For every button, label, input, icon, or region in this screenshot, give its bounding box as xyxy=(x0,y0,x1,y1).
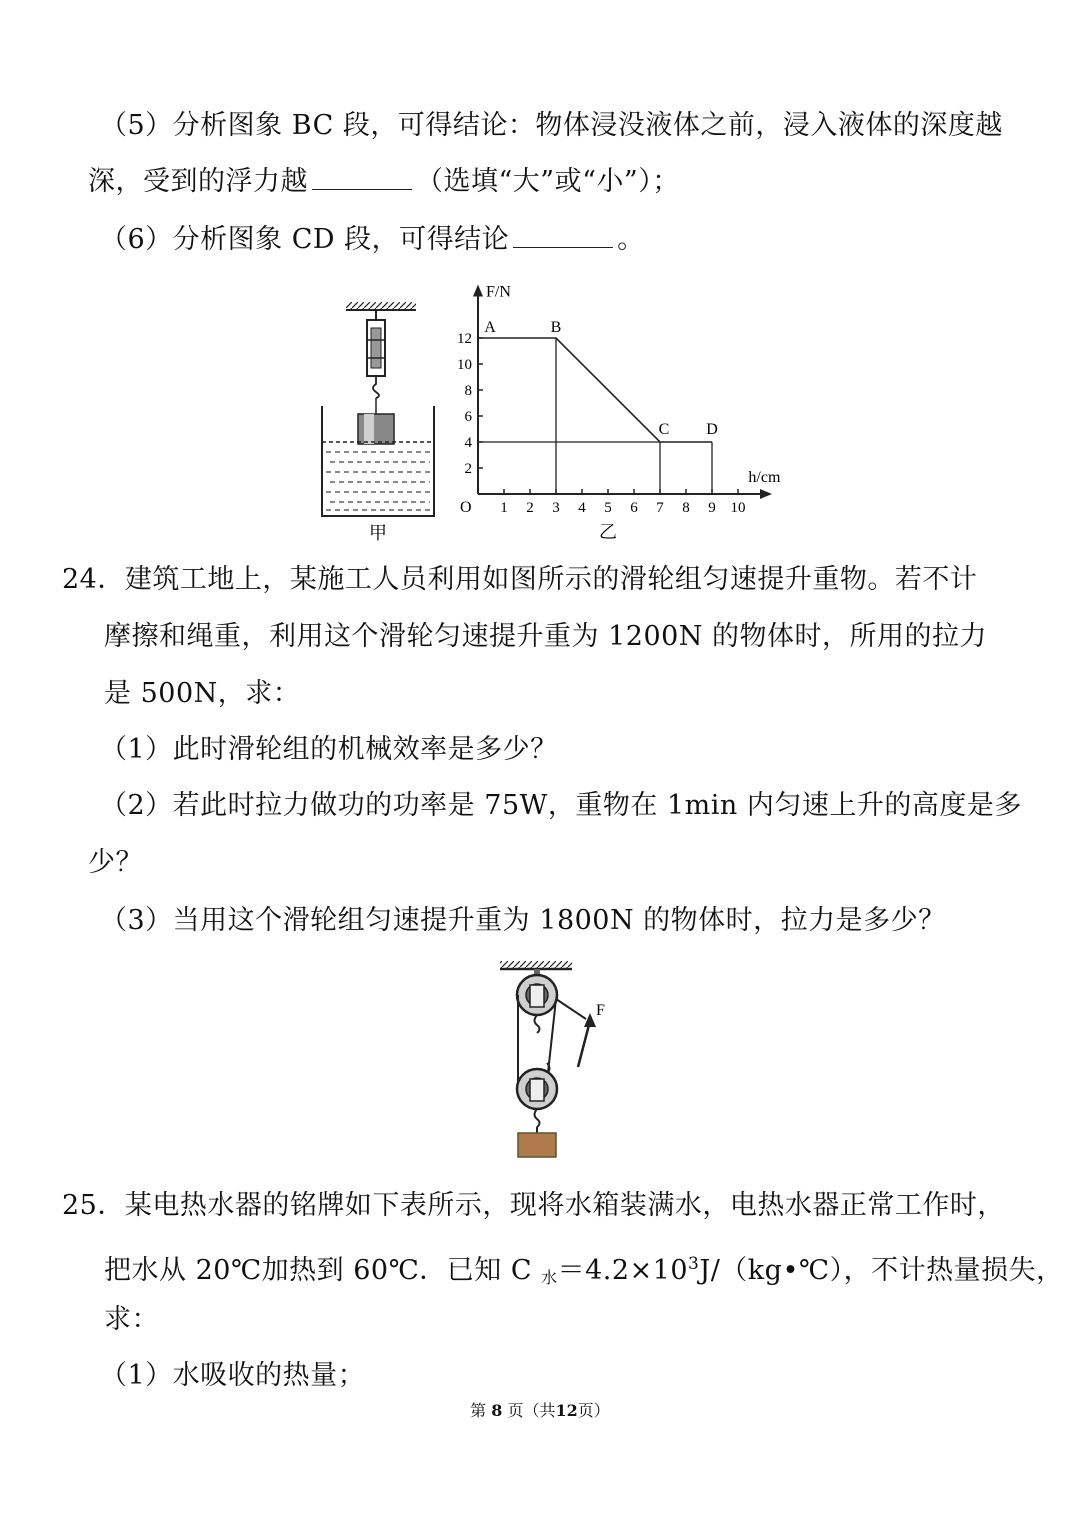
q25-line2-text-c: J/（kg•℃），不计热量损失， xyxy=(699,1255,1064,1286)
point-label-d: D xyxy=(706,421,718,438)
footer-prefix: 第 xyxy=(470,1401,487,1420)
figure-yi-label: 乙 xyxy=(599,522,617,542)
pulley-system-figure xyxy=(490,955,630,1165)
metal-block xyxy=(358,414,394,444)
point-label-b: B xyxy=(550,319,562,336)
q25-sub1: （1）水吸收的热量； xyxy=(100,1360,366,1391)
page-number: 8 xyxy=(491,1401,503,1420)
q23-part6-text-a: （6）分析图象 CD 段，可得结论 xyxy=(100,224,510,255)
exponent: 3 xyxy=(688,1254,700,1274)
footer-mid: 页（共 xyxy=(507,1401,556,1420)
q25-line2 xyxy=(104,1246,1064,1292)
page-footer xyxy=(0,1398,1080,1421)
x-tick-label: 3 xyxy=(552,500,560,516)
q25-line2-text-a: 把水从 20℃加热到 60℃．已知 C xyxy=(104,1255,542,1286)
x-axis-arrow xyxy=(760,489,772,499)
x-tick-label: 9 xyxy=(708,500,716,516)
force-curve xyxy=(478,338,712,442)
liquid xyxy=(326,452,430,510)
q24-sub2-line1: （2）若此时拉力做功的功率是 75W，重物在 1min 内匀速上升的高度是多 xyxy=(100,790,1022,821)
x-tick-label: 6 xyxy=(630,500,638,516)
force-arrow-icon xyxy=(584,1013,596,1027)
x-tick-label: 5 xyxy=(604,500,612,516)
q24-sub2-line2: 少？ xyxy=(88,847,143,878)
q23-part5-line2 xyxy=(88,164,680,200)
point-label-a: A xyxy=(484,319,496,336)
chart-ylabel: F/N xyxy=(486,283,511,301)
q25-line1: 25．某电热水器的铭牌如下表所示，现将水箱装满水，电热水器正常工作时， xyxy=(62,1190,1005,1221)
y-tick-label: 6 xyxy=(464,409,472,425)
answer-blank-5[interactable] xyxy=(312,167,412,190)
total-pages: 12 xyxy=(555,1401,578,1420)
q23-part5-text-a: 深，受到的浮力越 xyxy=(88,166,308,197)
q24-sub1: （1）此时滑轮组的机械效率是多少？ xyxy=(100,734,558,765)
y-tick-label: 12 xyxy=(457,331,472,347)
x-tick-label: 7 xyxy=(656,500,664,516)
x-tick-label: 8 xyxy=(682,500,690,516)
x-tick-label: 2 xyxy=(526,500,534,516)
q24-line2: 摩擦和绳重，利用这个滑轮匀速提升重为 1200N 的物体时，所用的拉力 xyxy=(104,621,988,652)
chart-origin-label: O xyxy=(460,499,472,516)
spring-scale-figure xyxy=(310,290,450,550)
q23-part6-text-b: 。 xyxy=(617,224,645,255)
q24-line3: 是 500N，求： xyxy=(104,678,301,709)
chart-xlabel: h/cm xyxy=(748,469,781,486)
force-depth-chart xyxy=(440,280,800,550)
ceiling-hatch xyxy=(346,302,416,310)
y-tick-label: 2 xyxy=(464,461,472,477)
x-tick-label: 4 xyxy=(578,500,586,516)
q23-part5-text-b: （选填“大”或“小”）； xyxy=(416,166,680,197)
q25-line3: 求： xyxy=(104,1304,159,1335)
q25-line2-text-b: ＝4.2×10 xyxy=(557,1255,689,1286)
weight-block xyxy=(518,1133,556,1157)
force-label: F xyxy=(596,1002,605,1019)
point-label-c: C xyxy=(658,421,670,438)
y-axis-arrow xyxy=(473,285,483,297)
q24-sub3: （3）当用这个滑轮组匀速提升重为 1800N 的物体时，拉力是多少？ xyxy=(100,905,946,936)
y-tick-label: 8 xyxy=(464,383,472,399)
x-tick-label: 10 xyxy=(730,500,746,516)
q23-part5-line1: （5）分析图象 BC 段，可得结论：物体浸没液体之前，浸入液体的深度越 xyxy=(100,110,1003,141)
answer-blank-6[interactable] xyxy=(513,225,613,248)
q23-part6 xyxy=(100,222,645,258)
footer-suffix: 页） xyxy=(577,1401,610,1420)
water-subscript: 水 xyxy=(541,1268,558,1287)
y-tick-label: 10 xyxy=(457,357,472,373)
x-tick-label: 1 xyxy=(500,500,508,516)
figure-jia-label: 甲 xyxy=(369,523,387,543)
y-tick-label: 4 xyxy=(464,435,472,451)
q24-line1: 24．建筑工地上，某施工人员利用如图所示的滑轮组匀速提升重物。若不计 xyxy=(62,564,978,595)
